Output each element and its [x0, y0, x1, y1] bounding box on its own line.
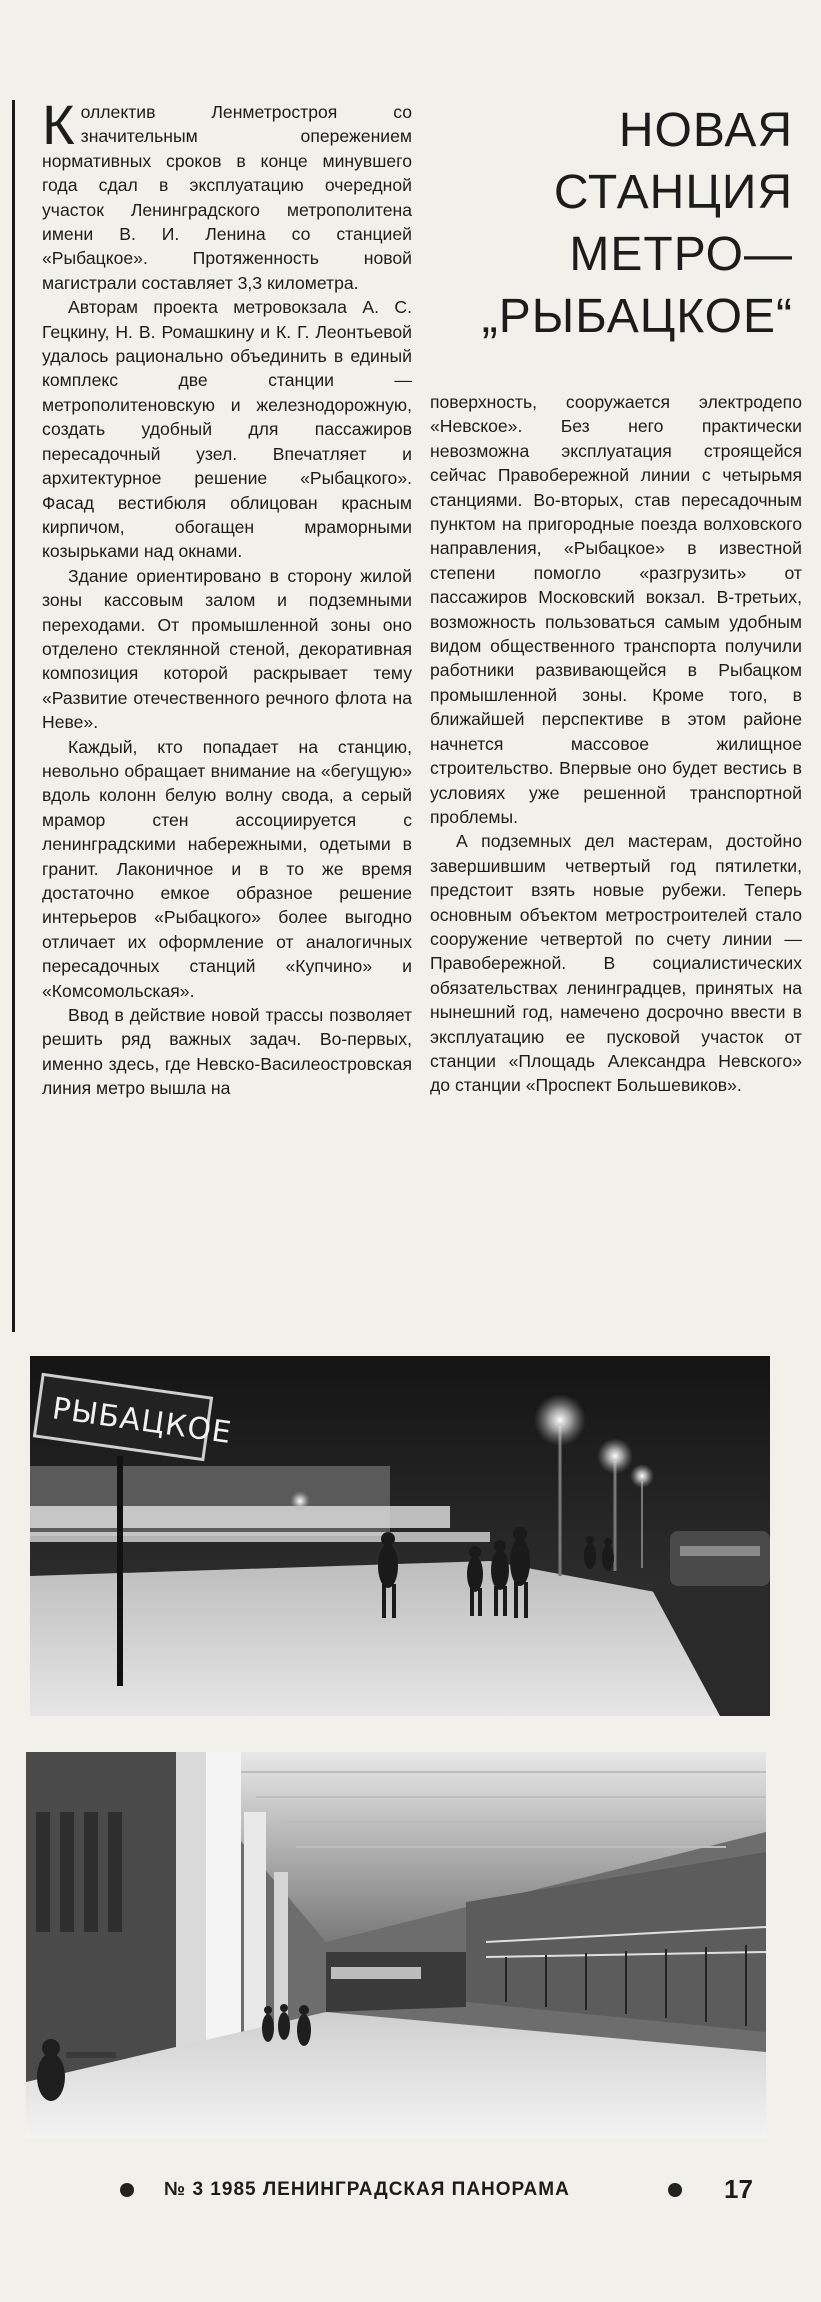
article-paragraph: поверхность, сооружается электродепо «Невское». Без него практически невозможна эксплуатация строящейся сейчас Правобережной линии с четырьмя станциями. Во-вторых, став пересадочным пунктом на пригородные поезда волховского направления, «Рыбацкое» в известной степени помогло «разгрузить» от пассажиров Московский вокзал. В-третьих, возможность пользоваться самым удобным видом общественного транспорта получили работники развивающейся в Рыбацком промышленной зоны. Кроме того, в ближайшей перспективе в этом районе начнется массовое жилищное строительство. Впервые оно будет вестись в условиях уже решенной транспортной проблемы. — [430, 392, 802, 827]
station-platform-night-photo — [30, 1356, 770, 1716]
column-rule — [12, 100, 15, 1332]
article-column-left — [42, 93, 412, 1101]
title-line: СТАНЦИЯ — [553, 166, 793, 219]
page-number: 17 — [724, 2174, 753, 2204]
station-interior-photo — [26, 1752, 766, 2138]
article-paragraph: Каждый, кто попадает на станцию, невольно обращает внимание на «бегущую» вдоль колонн белую волну свода, а серый мрамор стен ассоциируется с ленинградскими набережными, одетыми в гранит. Лаконичное и в то же время достаточно емкое образное решение интерьеров «Рыбацкого» более выгодно отличает их оформление от аналогичных пересадочных станций «Купчино» и «Комсомольская». — [42, 736, 412, 1001]
article-paragraph: А подземных дел мастерам, достойно завершившим четвертый год пятилетки, предстоит взять новые рубежи. Теперь основным объектом метростроителей стало сооружение четвертой по счету линии — Правобережной. В социалистических обязательствах ленинградцев, принятых на нынешний год, намечено досрочно ввести в эксплуатацию ее пусковой участок от станции «Площадь Александра Невского» до станции «Проспект Большевиков». — [430, 831, 802, 1096]
article-paragraph: Ввод в действие новой трассы позволяет решить ряд важных задач. Во-первых, именно здесь, где Невско-Василеостровская линия метро вышла на — [42, 1005, 412, 1099]
title-line: НОВАЯ — [618, 104, 793, 157]
article-column-right — [430, 390, 802, 1098]
drop-cap: К — [42, 93, 75, 156]
article-title — [413, 100, 793, 348]
title-line: МЕТРО— — [569, 228, 793, 281]
article-paragraph: Коллектив Ленметростроя со значительным опережением нормативных сроков в конце минувшего года сдал в эксплуатацию очередной участок Ленинградского метрополитена имени В. И. Ленина со станцией «Рыбацкое». Протяженность новой магистрали составляет 3,3 километра. — [42, 93, 412, 293]
station-sign: РЫБАЦКОЕ — [50, 1391, 234, 1452]
bullet-icon — [120, 2183, 134, 2197]
article-paragraph: Авторам проекта метровокзала А. С. Гецкину, Н. В. Ромашкину и К. Г. Леонтьевой удалось рационально объединить в единый комплекс две станции — метрополитеновскую и железнодорожную, создать удобный для пассажиров пересадочный узел. Впечатляет и архитектурное решение «Рыбацкого». Фасад вестибюля облицован красным кирпичом, обогащен мраморными козырьками над окнами. — [42, 297, 412, 562]
title-line: „РЫБАЦКОЕ“ — [481, 290, 793, 343]
article-paragraph: Здание ориентировано в сторону жилой зоны кассовым залом и подземными переходами. От промышленной зоны оно отделено стеклянной стеной, декоративная композиция которой раскрывает тему «Развитие отечественного речного флота на Неве». — [42, 565, 412, 733]
issue-info: № 3 1985 ЛЕНИНГРАДСКАЯ ПАНОРАМА — [164, 2179, 570, 2200]
bullet-icon — [668, 2183, 682, 2197]
page-footer — [120, 2176, 760, 2206]
